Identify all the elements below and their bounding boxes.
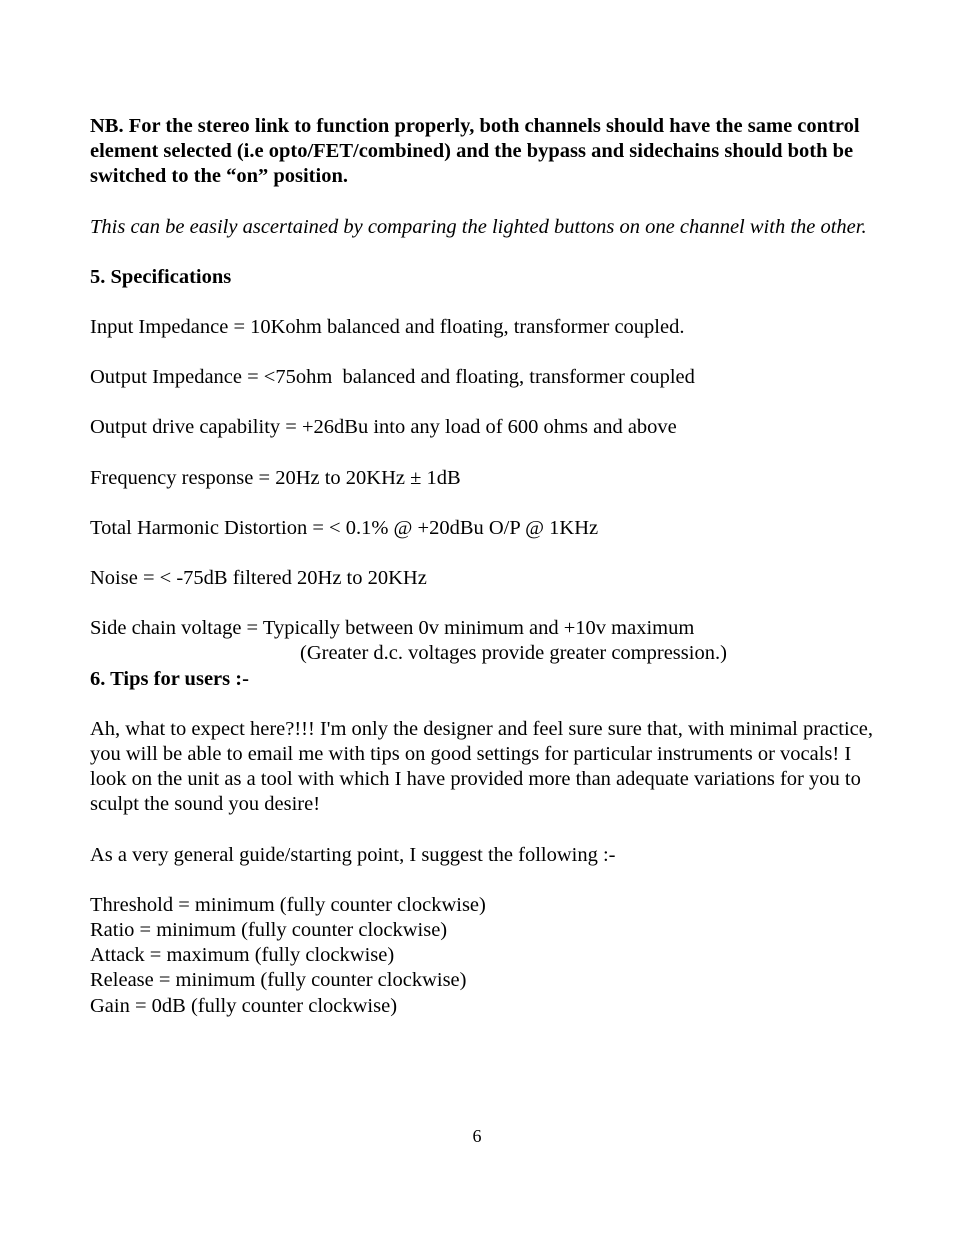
spec-output-impedance: Output Impedance = <75ohm balanced and floating, transformer coupled [90, 366, 695, 389]
setting-gain: Gain = 0dB (fully counter clockwise) [90, 994, 398, 1017]
spec-thd: Total Harmonic Distortion = < 0.1% @ +20dBu O/P @ 1KHz [90, 516, 599, 539]
spec-input-impedance: Input Impedance = 10Kohm balanced and floating, transformer coupled. [90, 316, 685, 339]
tips-heading: 6. Tips for users :- [90, 667, 249, 690]
setting-release: Release = minimum (fully counter clockwise) [90, 969, 467, 992]
spec-sidechain-note: (Greater d.c. voltages provide greater compression.) [300, 642, 727, 665]
tips-guide: As a very general guide/starting point, I suggest the following :- [90, 843, 616, 866]
setting-attack: Attack = maximum (fully clockwise) [90, 944, 395, 967]
spec-output-drive: Output drive capability = +26dBu into any load of 600 ohms and above [90, 416, 677, 439]
setting-ratio: Ratio = minimum (fully counter clockwise) [90, 919, 448, 942]
specifications-heading: 5. Specifications [90, 265, 232, 288]
stereo-link-hint: This can be easily ascertained by comparing the lighted buttons on one channel with the other. [90, 215, 867, 238]
page-number: 6 [472, 1126, 482, 1146]
settings-list [90, 893, 880, 1019]
page-content [90, 114, 880, 1019]
spec-noise: Noise = < -75dB filtered 20Hz to 20KHz [90, 567, 427, 590]
setting-threshold: Threshold = minimum (fully counter clockwise) [90, 893, 486, 916]
spec-sidechain-voltage: Side chain voltage = Typically between 0v minimum and +10v maximum [90, 617, 695, 640]
tips-intro: Ah, what to expect here?!!! I'm only the designer and feel sure sure that, with minimal practice, you will be able to email me with tips on good settings for particular instruments or vocals! I look on the unit as a tool with which I have provided more than adequate variations for you to sculpt the sound you desire! [90, 717, 873, 816]
spec-frequency-response: Frequency response = 20Hz to 20KHz ± 1dB [90, 466, 461, 489]
stereo-link-note: NB. For the stereo link to function properly, both channels should have the same control element selected (i.e opto/FET/combined) and the bypass and sidechains should both be switched to the “on” position. [90, 115, 860, 188]
